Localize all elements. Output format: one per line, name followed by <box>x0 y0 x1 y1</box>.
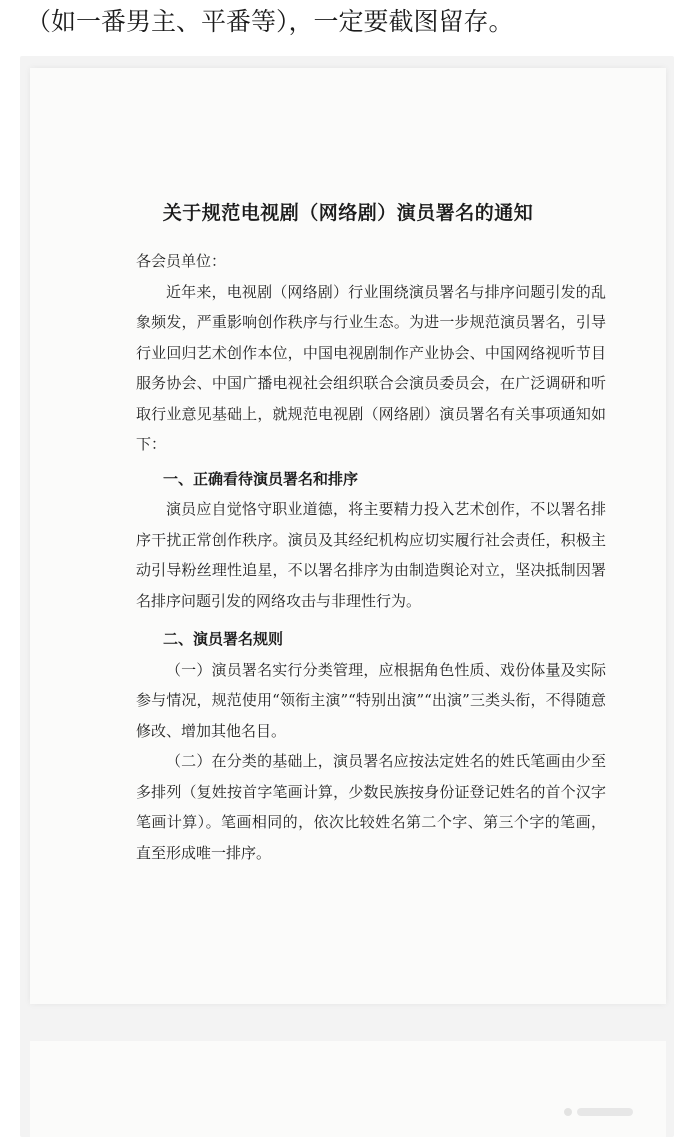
section-1-body: 演员应自觉恪守职业道德，将主要精力投入艺术创作，不以署名排序干扰正常创作秩序。演员及其经纪机构应切实履行社会责任，积极主动引导粉丝理性追星，不以署名排序为由制造舆论对立，坚决抵制因署名排序问题引发的网络攻击与非理性行为。 <box>136 500 606 610</box>
document-salutation: 各会员单位： <box>136 252 227 270</box>
document-title: 关于规范电视剧（网络剧）演员署名的通知 <box>162 202 534 224</box>
post-caption: （如一番男主、平番等），一定要截图留存。 <box>26 7 514 36</box>
section-2-heading: 二、演员署名规则 <box>163 630 284 648</box>
document-intro: 近年来，电视剧（网络剧）行业围绕演员署名与排序问题引发的乱象频发，严重影响创作秩序与行业生态。为进一步规范演员署名，引导行业回归艺术创作本位，中国电视剧制作产业协会、中国网络视听节目服务协会、中国广播电视社会组织联合会演员委员会，在广泛调研和听取行业意见基础上，就规范电视剧（网络剧）演员署名有关事项通知如下： <box>136 282 606 453</box>
document-body <box>136 246 606 868</box>
section-2-item-2: （二）在分类的基础上，演员署名应按法定姓名的姓氏笔画由少至多排列（复姓按首字笔画计算，少数民族按身份证登记姓名的首个汉字笔画计算）。笔画相同的，依次比较姓名第二个字、第三个字的笔画，直至形成唯一排序。 <box>136 752 606 862</box>
section-2-item-1: （一）演员署名实行分类管理，应根据角色性质、戏份体量及实际参与情况，规范使用“领衔主演”“特别出演”“出演”三类头衔，不得随意修改、增加其他名目。 <box>136 660 606 740</box>
watermark-dot-icon <box>564 1108 572 1116</box>
document-page <box>30 68 666 1004</box>
watermark-bar <box>577 1108 633 1116</box>
document-photo[interactable] <box>20 56 674 1137</box>
section-1-heading: 一、正确看待演员署名和排序 <box>163 469 359 488</box>
watermark-mark <box>564 1097 660 1127</box>
